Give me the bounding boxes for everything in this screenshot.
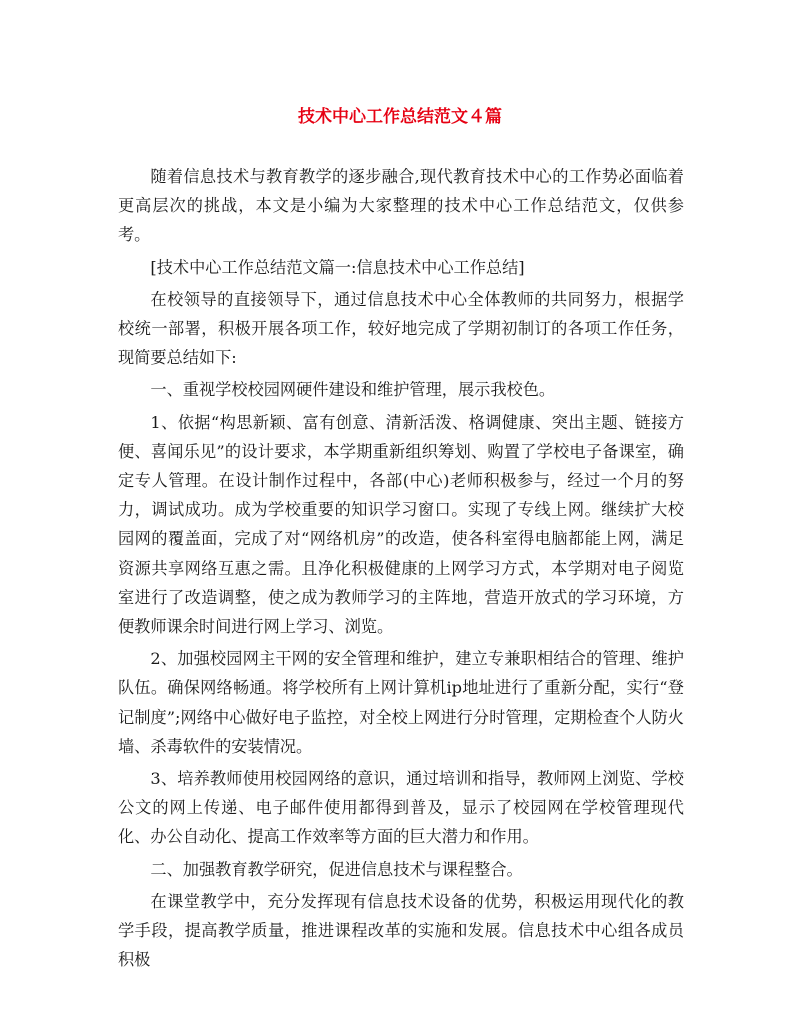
document-body	[118, 162, 684, 977]
paragraph-classroom: 在课堂教学中，充分发挥现有信息技术设备的优势，积极运用现代化的教学手段，提高教学质量，推进课程改革的实施和发展。信息技术中心组各成员积极	[118, 891, 684, 970]
paragraph-heading-two: 二、加强教育教学研究，促进信息技术与课程整合。	[150, 859, 523, 879]
paragraph-heading-one: 一、重视学校校园网硬件建设和维护管理，展示我校色。	[150, 380, 556, 400]
paragraph-item-3: 3、培养教师使用校园网络的意识，通过培训和指导，教师网上浏览、学校公文的网上传递、电子邮件使用都得到普及，显示了校园网在学校管理现代化、办公自动化、提高工作效率等方面的巨大潜力和作用。	[118, 769, 684, 847]
paragraph-intro: 随着信息技术与教育教学的逐步融合,现代教育技术中心的工作势必面临着更高层次的挑战，本文是小编为大家整理的技术中心工作总结范文，仅供参考。	[118, 167, 684, 245]
paragraph-item-2: 2、加强校园网主干网的安全管理和维护，建立专兼职相结合的管理、维护队伍。确保网络畅通。将学校所有上网计算机ip地址进行了重新分配，实行“登记制度”;网络中心做好电子监控，对全校上网进行分时管理，定期检查个人防火墙、杀毒软件的安装情况。	[118, 649, 684, 756]
paragraph-section-heading: [技术中心工作总结范文篇一:信息技术中心工作总结]	[150, 257, 525, 277]
document-title: 技术中心工作总结范文４篇	[298, 107, 502, 127]
paragraph-overview: 在校领导的直接领导下，通过信息技术中心全体教师的共同努力，根据学校统一部署，积极开展各项工作，较好地完成了学期初制订的各项工作任务，现简要总结如下:	[118, 289, 684, 368]
paragraph-item-1: 1、依据“构思新颖、富有创意、清新活泼、格调健康、突出主题、链接方便、喜闻乐见”的设计要求，本学期重新组织筹划、购置了学校电子备课室，确定专人管理。在设计制作过程中，各部(中心)老师积极参与，经过一个月的努力，调试成功。成为学校重要的知识学习窗口。实现了专线上网。继续扩大校园网的覆盖面，完成了对“网络机房”的改造，使各科室得电脑都能上网，满足资源共享网络互惠之需。且净化积极健康的上网学习方式，本学期对电子阅览室进行了改造调整，使之成为教师学习的主阵地，营造开放式的学习环境，方便教师课余时间进行网上学习、浏览。	[118, 412, 684, 637]
